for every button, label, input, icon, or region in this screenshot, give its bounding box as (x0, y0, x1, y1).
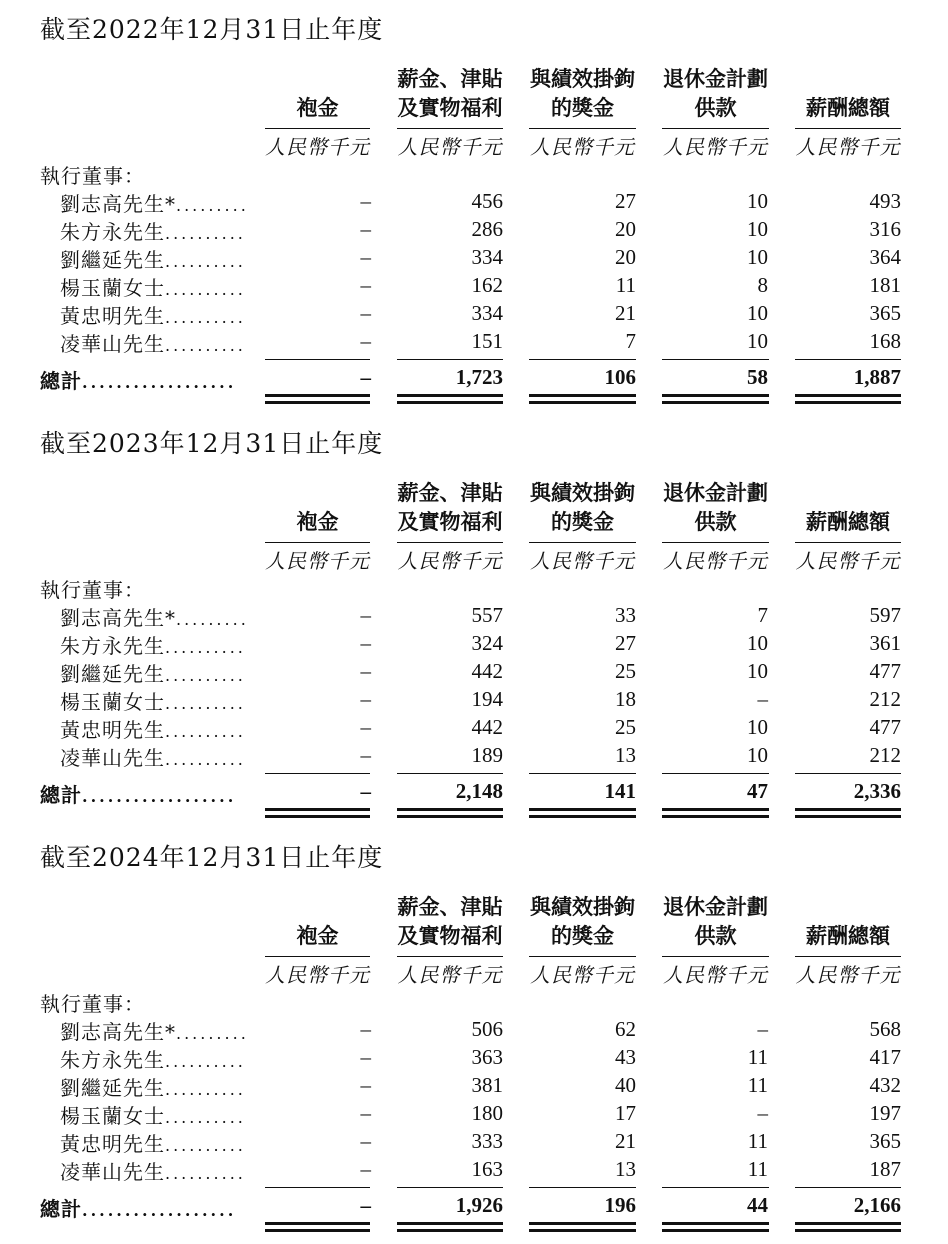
column-header-line2: 及實物福利 (397, 924, 503, 948)
leader-dots: .......... (165, 722, 246, 741)
table-cell: 163 (471, 1157, 503, 1181)
director-name (60, 300, 246, 329)
table-cell: 162 (471, 273, 503, 297)
total-top-rule (795, 359, 901, 360)
table-cell: 21 (615, 301, 636, 325)
table-cell: – (360, 743, 371, 767)
column-header-rule (529, 956, 636, 957)
table-cell: 18 (615, 687, 636, 711)
total-double-rule (795, 808, 901, 818)
director-name-text: 劉志高先生* (60, 1020, 176, 1044)
table-cell: – (360, 687, 371, 711)
leader-dots: .......... (165, 1052, 246, 1071)
column-unit: 人民幣千元 (530, 963, 635, 987)
column-header-rule (265, 542, 370, 543)
column-header-rule (662, 542, 769, 543)
total-cell: 141 (604, 779, 636, 803)
total-top-rule (529, 773, 636, 774)
table-cell: 333 (471, 1129, 503, 1153)
total-double-rule (795, 394, 901, 404)
table-cell: 477 (869, 715, 901, 739)
table-cell: 11 (615, 273, 636, 297)
total-cell: 106 (604, 365, 636, 389)
table-cell: 568 (869, 1017, 901, 1041)
column-header-line2: 薪酬總額 (806, 96, 890, 120)
column-header-rule (662, 128, 769, 129)
total-top-rule (662, 773, 769, 774)
section-title: 截至2022年12月31日止年度 (40, 15, 384, 44)
column-header-rule (529, 128, 636, 129)
director-name (60, 658, 246, 687)
table-cell: 363 (471, 1045, 503, 1069)
table-cell: 212 (869, 687, 901, 711)
table-cell: 180 (471, 1101, 503, 1125)
director-name-text: 朱方永先生 (60, 220, 165, 244)
total-cell: 1,926 (455, 1193, 503, 1217)
table-cell: 151 (471, 329, 503, 353)
column-unit: 人民幣千元 (663, 963, 768, 987)
total-double-rule (529, 1222, 636, 1232)
director-name (60, 1156, 246, 1185)
table-cell: – (757, 687, 768, 711)
total-top-rule (397, 359, 503, 360)
column-header-line2: 袍金 (296, 96, 339, 120)
total-cell: – (360, 365, 371, 389)
total-cell: 44 (747, 1193, 768, 1217)
table-cell: – (360, 715, 371, 739)
column-header-rule (795, 956, 901, 957)
column-unit: 人民幣千元 (795, 549, 901, 573)
leader-dots: .......... (165, 1108, 246, 1127)
leader-dots: .......... (165, 1080, 246, 1099)
total-cell: – (360, 1193, 371, 1217)
total-double-rule (265, 394, 370, 404)
director-name (60, 714, 246, 743)
total-cell: 1,723 (455, 365, 503, 389)
table-cell: – (360, 301, 371, 325)
leader-dots: .......... (165, 638, 246, 657)
table-cell: 10 (747, 631, 768, 655)
table-cell: 8 (757, 273, 768, 297)
total-label (40, 1193, 236, 1222)
total-label (40, 779, 236, 808)
director-name-text: 劉繼延先生 (60, 662, 165, 686)
table-cell: 11 (747, 1157, 768, 1181)
table-cell: 334 (471, 301, 503, 325)
table-cell: 477 (869, 659, 901, 683)
table-cell: 10 (747, 743, 768, 767)
table-cell: – (360, 1129, 371, 1153)
total-cell: 2,336 (853, 779, 901, 803)
total-label-text: 總計 (40, 369, 82, 393)
director-name (60, 630, 246, 659)
column-unit: 人民幣千元 (795, 963, 901, 987)
table-cell: 20 (615, 245, 636, 269)
total-double-rule (529, 394, 636, 404)
table-cell: 197 (869, 1101, 901, 1125)
column-unit: 人民幣千元 (265, 549, 370, 573)
total-double-rule (397, 394, 503, 404)
table-cell: – (360, 1157, 371, 1181)
table-cell: – (360, 189, 371, 213)
total-double-rule (265, 1222, 370, 1232)
total-cell: 2,148 (455, 779, 503, 803)
table-cell: 10 (747, 301, 768, 325)
director-name (60, 602, 249, 631)
column-header-line2: 薪酬總額 (806, 924, 890, 948)
table-cell: 62 (615, 1017, 636, 1041)
column-header-line2: 的獎金 (551, 924, 614, 948)
table-cell: 168 (869, 329, 901, 353)
leader-dots: .......... (165, 694, 246, 713)
table-cell: 442 (471, 659, 503, 683)
table-cell: – (360, 1045, 371, 1069)
column-header-line1: 退休金計劃 (663, 481, 768, 505)
leader-dots: .......... (165, 252, 246, 271)
director-name-text: 黃忠明先生 (60, 304, 165, 328)
total-top-rule (795, 773, 901, 774)
director-name (60, 272, 246, 301)
director-name (60, 1128, 246, 1157)
table-cell: 194 (471, 687, 503, 711)
total-double-rule (662, 1222, 769, 1232)
leader-dots: .................. (82, 1201, 237, 1220)
column-header-rule (795, 128, 901, 129)
table-cell: 17 (615, 1101, 636, 1125)
leader-dots: .................. (82, 373, 237, 392)
column-header-rule (397, 542, 503, 543)
total-top-rule (529, 1187, 636, 1188)
section-title: 截至2024年12月31日止年度 (40, 843, 384, 872)
table-cell: 20 (615, 217, 636, 241)
table-cell: – (757, 1101, 768, 1125)
table-cell: 13 (615, 1157, 636, 1181)
table-cell: 25 (615, 715, 636, 739)
column-header-rule (397, 956, 503, 957)
total-top-rule (265, 773, 370, 774)
director-name-text: 楊玉蘭女士 (60, 690, 165, 714)
total-cell: 58 (747, 365, 768, 389)
leader-dots: .......... (165, 336, 246, 355)
column-unit: 人民幣千元 (265, 135, 370, 159)
table-cell: 21 (615, 1129, 636, 1153)
total-top-rule (662, 359, 769, 360)
column-header-line2: 及實物福利 (397, 96, 503, 120)
director-name-text: 劉繼延先生 (60, 1076, 165, 1100)
leader-dots: .......... (165, 666, 246, 685)
table-cell: 11 (747, 1073, 768, 1097)
total-cell: – (360, 779, 371, 803)
director-name (60, 1016, 249, 1045)
table-cell: 442 (471, 715, 503, 739)
column-header-rule (265, 956, 370, 957)
table-cell: 27 (615, 189, 636, 213)
director-name-text: 劉繼延先生 (60, 248, 165, 272)
column-unit: 人民幣千元 (397, 963, 503, 987)
total-double-rule (795, 1222, 901, 1232)
column-header-line2: 供款 (694, 96, 737, 120)
total-double-rule (662, 808, 769, 818)
column-header-line1: 與績效掛鉤 (530, 481, 635, 505)
column-header-line2: 供款 (694, 924, 737, 948)
column-unit: 人民幣千元 (265, 963, 370, 987)
total-cell: 196 (604, 1193, 636, 1217)
table-cell: 557 (471, 603, 503, 627)
column-unit: 人民幣千元 (530, 549, 635, 573)
table-cell: – (360, 217, 371, 241)
table-cell: 181 (869, 273, 901, 297)
column-header-rule (529, 542, 636, 543)
column-unit: 人民幣千元 (530, 135, 635, 159)
group-label: 執行董事： (40, 164, 145, 188)
table-cell: 324 (471, 631, 503, 655)
director-name (60, 216, 246, 245)
table-cell: 365 (869, 1129, 901, 1153)
table-cell: 506 (471, 1017, 503, 1041)
director-name (60, 1100, 246, 1129)
leader-dots: ......... (176, 1024, 249, 1043)
column-header-rule (265, 128, 370, 129)
column-header-line1: 退休金計劃 (663, 67, 768, 91)
total-cell: 2,166 (853, 1193, 901, 1217)
leader-dots: .................. (82, 787, 237, 806)
column-unit: 人民幣千元 (795, 135, 901, 159)
leader-dots: .......... (165, 308, 246, 327)
group-label: 執行董事： (40, 578, 145, 602)
director-name (60, 1044, 246, 1073)
column-header-line2: 供款 (694, 510, 737, 534)
director-name (60, 686, 246, 715)
total-cell: 47 (747, 779, 768, 803)
table-cell: 10 (747, 245, 768, 269)
column-header-line2: 的獎金 (551, 510, 614, 534)
table-cell: 40 (615, 1073, 636, 1097)
total-double-rule (397, 808, 503, 818)
total-double-rule (397, 1222, 503, 1232)
column-header-rule (662, 956, 769, 957)
table-cell: 189 (471, 743, 503, 767)
director-name-text: 凌華山先生 (60, 746, 165, 770)
table-cell: – (360, 329, 371, 353)
column-header-line2: 的獎金 (551, 96, 614, 120)
total-top-rule (265, 1187, 370, 1188)
total-top-rule (795, 1187, 901, 1188)
table-cell: 33 (615, 603, 636, 627)
director-name-text: 朱方永先生 (60, 1048, 165, 1072)
column-header-line1: 薪金、津貼 (397, 895, 503, 919)
table-cell: – (360, 603, 371, 627)
total-top-rule (397, 773, 503, 774)
leader-dots: .......... (165, 224, 246, 243)
table-cell: 187 (869, 1157, 901, 1181)
table-cell: 417 (869, 1045, 901, 1069)
director-name-text: 朱方永先生 (60, 634, 165, 658)
section-title: 截至2023年12月31日止年度 (40, 429, 384, 458)
table-cell: – (360, 273, 371, 297)
director-name-text: 楊玉蘭女士 (60, 1104, 165, 1128)
director-name-text: 楊玉蘭女士 (60, 276, 165, 300)
table-cell: 212 (869, 743, 901, 767)
table-cell: – (757, 1017, 768, 1041)
leader-dots: .......... (165, 280, 246, 299)
table-cell: 7 (757, 603, 768, 627)
table-cell: 316 (869, 217, 901, 241)
column-header-line1: 薪金、津貼 (397, 481, 503, 505)
table-cell: 493 (869, 189, 901, 213)
total-double-rule (529, 808, 636, 818)
total-double-rule (662, 394, 769, 404)
table-cell: 432 (869, 1073, 901, 1097)
column-unit: 人民幣千元 (663, 549, 768, 573)
director-name (60, 328, 246, 357)
director-name-text: 黃忠明先生 (60, 1132, 165, 1156)
table-cell: – (360, 1073, 371, 1097)
total-double-rule (265, 808, 370, 818)
total-top-rule (397, 1187, 503, 1188)
table-cell: 7 (625, 329, 636, 353)
table-cell: 25 (615, 659, 636, 683)
column-unit: 人民幣千元 (663, 135, 768, 159)
table-cell: 10 (747, 189, 768, 213)
table-cell: 10 (747, 715, 768, 739)
director-name-text: 劉志高先生* (60, 606, 176, 630)
column-header-line1: 與績效掛鉤 (530, 895, 635, 919)
table-cell: – (360, 1101, 371, 1125)
column-header-line2: 及實物福利 (397, 510, 503, 534)
leader-dots: .......... (165, 1136, 246, 1155)
table-cell: – (360, 1017, 371, 1041)
table-cell: 10 (747, 217, 768, 241)
column-header-rule (795, 542, 901, 543)
director-name (60, 742, 246, 771)
leader-dots: .......... (165, 1164, 246, 1183)
leader-dots: ......... (176, 610, 249, 629)
total-label (40, 365, 236, 394)
director-name (60, 1072, 246, 1101)
table-cell: 286 (471, 217, 503, 241)
table-cell: – (360, 245, 371, 269)
table-cell: – (360, 659, 371, 683)
total-top-rule (662, 1187, 769, 1188)
director-name (60, 188, 249, 217)
total-top-rule (265, 359, 370, 360)
table-cell: 381 (471, 1073, 503, 1097)
table-cell: 365 (869, 301, 901, 325)
column-unit: 人民幣千元 (397, 549, 503, 573)
column-header-line1: 與績效掛鉤 (530, 67, 635, 91)
total-label-text: 總計 (40, 783, 82, 807)
director-name-text: 凌華山先生 (60, 1160, 165, 1184)
total-cell: 1,887 (853, 365, 901, 389)
director-name-text: 凌華山先生 (60, 332, 165, 356)
leader-dots: ......... (176, 196, 249, 215)
table-cell: 364 (869, 245, 901, 269)
group-label: 執行董事： (40, 992, 145, 1016)
table-cell: 10 (747, 329, 768, 353)
column-header-line1: 薪金、津貼 (397, 67, 503, 91)
total-top-rule (529, 359, 636, 360)
table-cell: 27 (615, 631, 636, 655)
table-cell: 13 (615, 743, 636, 767)
column-header-rule (397, 128, 503, 129)
table-cell: 597 (869, 603, 901, 627)
total-label-text: 總計 (40, 1197, 82, 1221)
table-cell: 43 (615, 1045, 636, 1069)
director-name (60, 244, 246, 273)
director-name-text: 劉志高先生* (60, 192, 176, 216)
column-header-line2: 薪酬總額 (806, 510, 890, 534)
director-name-text: 黃忠明先生 (60, 718, 165, 742)
column-header-line2: 袍金 (296, 510, 339, 534)
table-cell: 334 (471, 245, 503, 269)
table-cell: 456 (471, 189, 503, 213)
table-cell: 361 (869, 631, 901, 655)
table-cell: 10 (747, 659, 768, 683)
column-header-line2: 袍金 (296, 924, 339, 948)
column-header-line1: 退休金計劃 (663, 895, 768, 919)
table-cell: 11 (747, 1129, 768, 1153)
table-cell: – (360, 631, 371, 655)
leader-dots: .......... (165, 750, 246, 769)
table-cell: 11 (747, 1045, 768, 1069)
column-unit: 人民幣千元 (397, 135, 503, 159)
